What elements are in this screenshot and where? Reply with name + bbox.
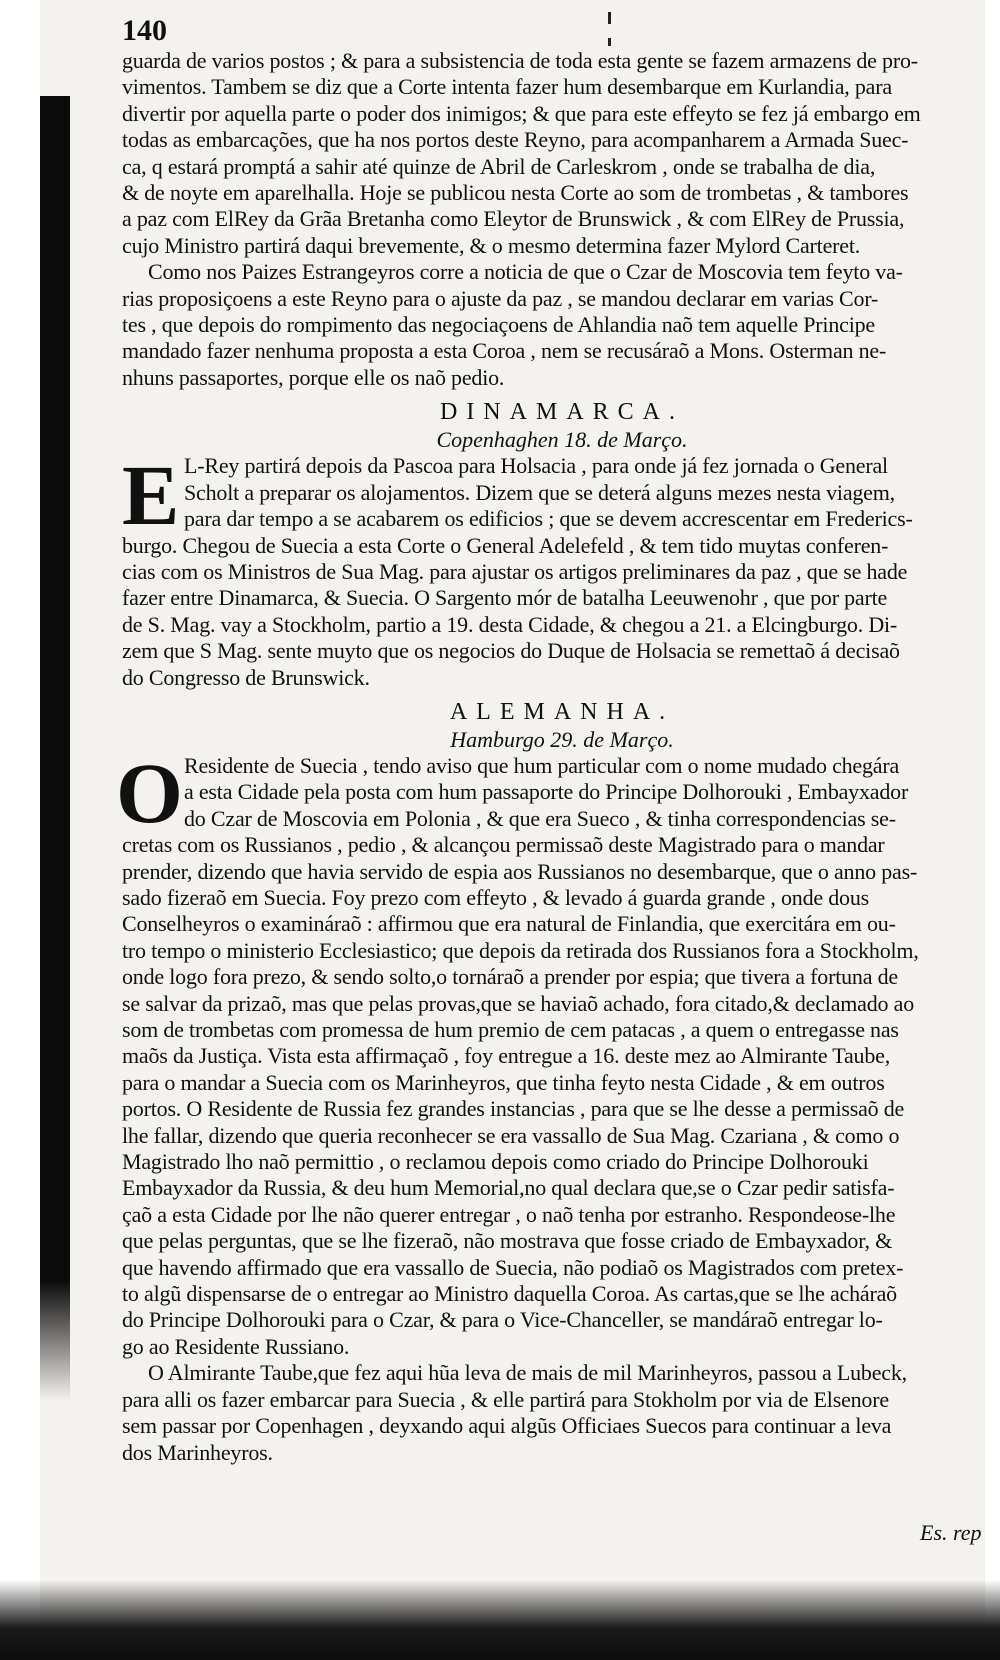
text-line: do Czar de Moscovia em Polonia , & que era Sueco , & tinha correspondencias se-	[184, 805, 896, 831]
section-dateline: Copenhaghen 18. de Março.	[436, 427, 688, 453]
text-line: do Congresso de Brunswick.	[122, 664, 370, 690]
text-line: nhuns passaportes, porque elle os naõ pedio.	[122, 364, 505, 390]
text-line: de S. Mag. vay a Stockholm, partio a 19. desta Cidade, & chegou a 21. a Elcingburgo. Di-	[122, 611, 898, 637]
text-line: se salvar da prizaõ, mas que pelas provas,que se haviaõ achado, fora citado,& declamado ao	[122, 990, 915, 1016]
binding-shadow	[40, 96, 70, 1281]
text-line: a esta Cidade pela posta com hum passaporte do Principe Dolhorouki , Embayxador	[184, 779, 909, 805]
intro-paragraph	[122, 48, 1000, 391]
text-line: tro tempo o ministerio Ecclesiastico; que depois da retirada dos Russianos fora a Stockholm,	[122, 937, 919, 963]
text-line: ca, q estará promptá a sahir até quinze de Abril de Carleskrom , onde se trabalha de dia,	[122, 153, 876, 179]
text-line: & de noyte em aparelhalla. Hoje se publicou nesta Corte ao som de trombetas , & tambores	[122, 180, 909, 206]
section-dateline: Hamburgo 29. de Março.	[450, 726, 674, 752]
section-paragraph	[122, 447, 1000, 691]
text-line: prender, dizendo que havia servido de espia aos Russianos no desembarque, que o anno pas-	[122, 858, 918, 884]
text-line: a paz com ElRey da Grãa Bretanha como Eleytor de Brunswick , & com ElRey de Prussia,	[122, 206, 905, 232]
page-number: 140	[122, 14, 167, 47]
text-line: rias proposiçoens a este Reyno para o ajuste da paz , se mandou declarar em varias Cor-	[122, 285, 879, 311]
text-line: L-Rey partirá depois da Pascoa para Holsacia , para onde já fez jornada o General	[184, 453, 888, 479]
text-line: guarda de varios postos ; & para a subsistencia de toda esta gente se fazem armazens de pro-	[122, 48, 918, 73]
text-line: cretas com os Russianos , pedio , & alcançou permissaõ deste Magistrado para o mandar	[122, 832, 885, 858]
text-line: fazer entre Dinamarca, & Suecia. O Sargento mór de batalha Leeuwenohr , que por parte	[122, 585, 888, 611]
text-line: çaõ a esta Cidade por lhe não querer entregar , o naõ tenha por estranho. Respondeose-lhe	[122, 1201, 896, 1227]
text-line: tes , que depois do rompimento das negociaçoens de Ahlandia naõ tem aquelle Principe	[122, 312, 875, 338]
text-line: burgo. Chegou de Suecia a esta Corte o General Adelefeld , & tem tido muytas conferen-	[122, 532, 889, 558]
text-line: som de trombetas com promessa de hum premio de cem patacas , a quem o entregasse nas	[122, 1017, 899, 1042]
page-content	[116, 14, 1000, 1466]
text-line: sado fizeraõ em Suecia. Foy prezo com effeyto , & levado á guarda grande , onde dous	[122, 884, 870, 910]
text-line: to algũ dispensarse de o entregar ao Ministro daquella Coroa. As cartas,que se lhe acháraõ	[122, 1281, 897, 1307]
catchword: Es. rep	[920, 1520, 982, 1545]
section-title: DINAMARCA.	[439, 399, 684, 426]
drop-cap: O	[116, 744, 183, 841]
text-line: Scholt a preparar os alojamentos. Dizem que se deterá alguns mezes nesta viagem,	[184, 479, 895, 505]
text-line: go ao Residente Russiano.	[122, 1333, 350, 1359]
section-dinamarca	[122, 397, 1000, 691]
section-alemanha	[116, 697, 1000, 1360]
text-line: onde logo fora prezo, & sendo solto,o tornáraõ a prender por espia; que tivera a fortuna de	[122, 964, 898, 990]
text-line: todas as embarcações, que ha nos portos deste Reyno, para acompanharem a Armada Suec-	[122, 127, 909, 153]
section-title: ALEMANHA.	[449, 698, 675, 725]
text-line: Embayxador da Russia, & deu hum Memorial,no qual declara que,se o Czar pedir satisfa-	[122, 1175, 895, 1201]
text-line: Como nos Paizes Estrangeyros corre a noticia de que o Czar de Moscovia tem feyto va-	[148, 259, 903, 285]
scan-edge-shadow	[0, 1580, 1000, 1660]
closing-paragraph	[122, 1360, 1000, 1466]
section-paragraph	[116, 744, 1000, 1360]
text-line: vimentos. Tambem se diz que a Corte intenta fazer hum desembarque em Kurlandia, para	[122, 74, 892, 100]
text-line: maõs da Justiça. Vista esta affirmaçaõ , foy entregue a 16. deste mez ao Almirante Taube,	[122, 1043, 891, 1069]
text-line: sem passar por Copenhagen , deyxando aqui algũs Officiaes Suecos para continuar a leva	[122, 1413, 892, 1439]
text-line: do Principe Dolhorouki para o Czar, & para o Vice-Chanceller, se mandáraõ entregar lo-	[122, 1307, 883, 1333]
text-line: Residente de Suecia , tendo aviso que hum particular com o nome mudado chegára	[184, 752, 900, 778]
text-line: para o mandar a Suecia com os Marinheyros, que tinha feyto nesta Cidade , & em outros	[122, 1069, 885, 1095]
drop-cap: E	[122, 447, 180, 544]
text-line: zem que S Mag. sente muyto que os negocios do Duque de Holsacia se remettaõ á decisaõ	[122, 638, 900, 664]
text-line: portos. O Residente de Russia fez grandes instancias , para que se lhe desse a permissaõ de	[122, 1096, 905, 1122]
text-line: que pelas perguntas, que se lhe fizeraõ, não mostrava que fosse criado de Embayxador, &	[122, 1228, 892, 1254]
text-line: Conselheyros o examináraõ : affirmou que era natural de Finlandia, que exercitára em ou-	[122, 911, 896, 937]
text-line: lhe fallar, dizendo que queria reconhecer se era vassallo de Sua Mag. Czariana , & como o	[122, 1122, 900, 1148]
text-line: que havendo affirmado que era vassallo de Suecia, não podiaõ os Magistrados com pretex-	[122, 1254, 904, 1280]
text-line: mandado fazer nenhuma proposta a esta Coroa , nem se recusáraõ a Mons. Osterman ne-	[122, 338, 887, 364]
binding-shadow-fade	[40, 1281, 70, 1401]
text-line: Magistrado lho naõ permittio , o reclamou depois como criado do Principe Dolhorouki	[122, 1149, 869, 1175]
text-line: O Almirante Taube,que fez aqui hũa leva de mais de mil Marinheyros, passou a Lubeck,	[148, 1360, 907, 1386]
text-line: para alli os fazer embarcar para Suecia , & elle partirá para Stokholm por via de Elsenore	[122, 1386, 889, 1412]
text-line: cujo Ministro partirá daqui brevemente, & o mesmo determina fazer Mylord Carteret.	[122, 232, 861, 258]
document-page	[40, 0, 985, 1660]
text-line: cias com os Ministros de Sua Mag. para ajustar os artigos preliminares da paz , que se hade	[122, 558, 908, 584]
text-line: dos Marinheyros.	[122, 1439, 273, 1465]
text-line: divertir por aquella parte o poder dos inimigos; & que para este effeyto se fez já embargo em	[122, 100, 921, 126]
text-line: para dar tempo a se acabarem os edificios ; que se devem accrescentar em Frederics-	[184, 506, 913, 532]
